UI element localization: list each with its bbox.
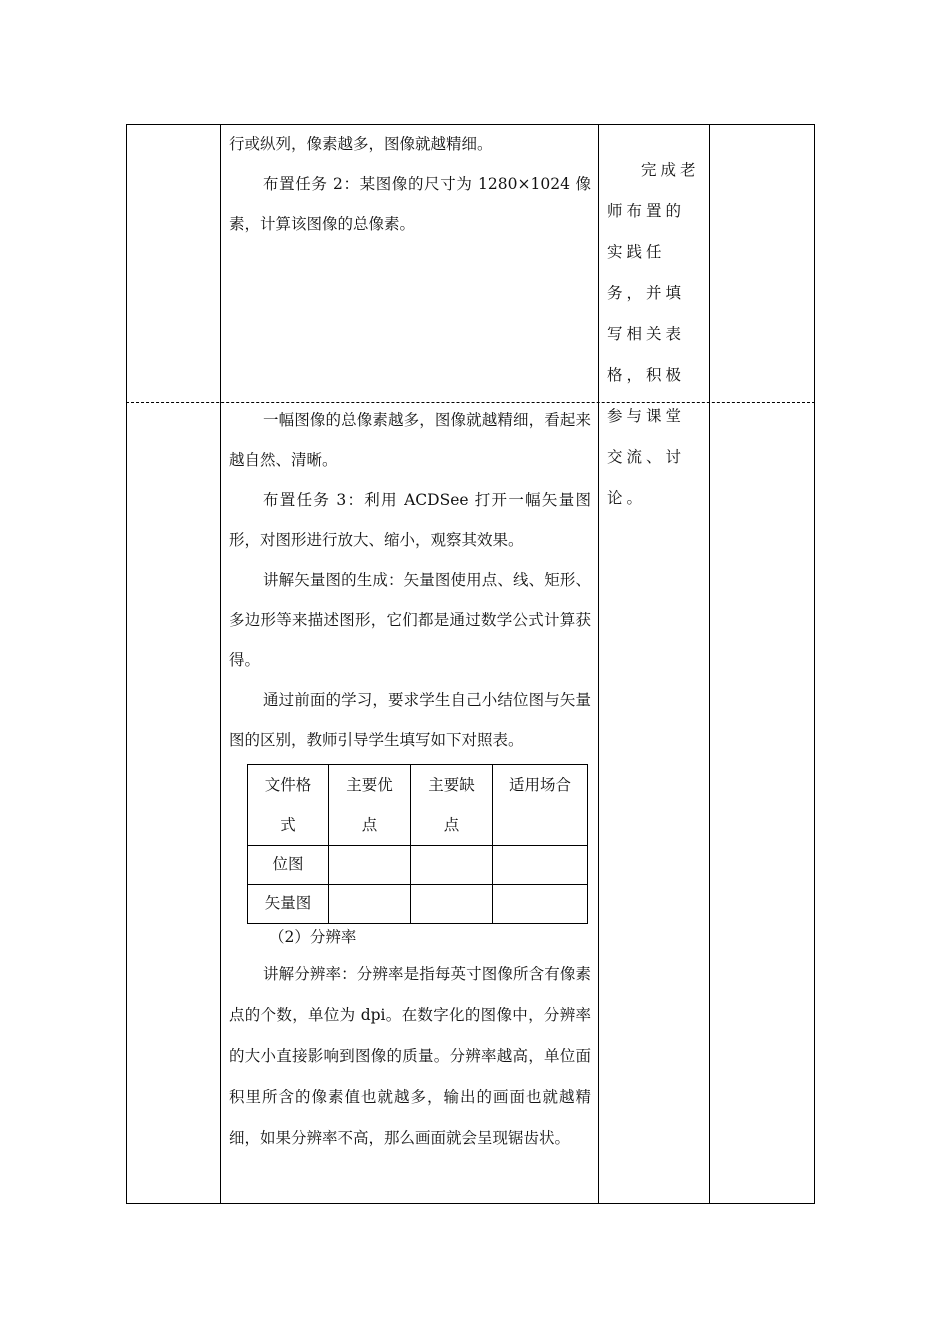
table-header-row	[248, 765, 588, 846]
paragraph: 布置任务 2：某图像的尺寸为 1280×1024 像素，计算该图像的总像素。	[229, 175, 591, 233]
column-divider	[598, 124, 599, 1204]
table-cell	[493, 885, 588, 924]
teacher-activity-top	[229, 124, 591, 244]
table-header-cell: 主要优点	[329, 765, 411, 846]
table-header-cell: 主要缺点	[411, 765, 493, 846]
table-cell: 位图	[248, 846, 329, 885]
table-cell	[411, 846, 493, 885]
student-activity-text: 完成老师布置的实践任务，并填写相关表格，积极参与课堂交流、讨论。	[607, 161, 700, 507]
section-subheading: （2）分辨率	[269, 928, 357, 946]
comparison-table	[247, 764, 588, 924]
student-activity	[607, 150, 703, 519]
paragraph: 行或纵列，像素越多，图像就越精细。	[229, 135, 493, 153]
table-cell: 矢量图	[248, 885, 329, 924]
column-divider	[709, 124, 710, 1204]
table-row	[248, 885, 588, 924]
paragraph: 布置任务 3：利用 ACDSee 打开一幅矢量图形，对图形进行放大、缩小，观察其效果。	[229, 491, 591, 549]
resolution-section	[229, 922, 591, 1159]
paragraph: 讲解分辨率：分辨率是指每英寸图像所含有像素点的个数，单位为 dpi。在数字化的图像中，分辨率的大小直接影响到图像的质量。分辨率越高，单位面积里所含的像素值也就越多，输出的画面也就越精细，如果分辨率不高，那么画面就会呈现锯齿状。	[229, 965, 591, 1147]
paragraph: 通过前面的学习，要求学生自己小结位图与矢量图的区别，教师引导学生填写如下对照表。	[229, 691, 591, 749]
table-row	[248, 846, 588, 885]
table-cell	[329, 846, 411, 885]
table-header-cell: 适用场合	[493, 765, 588, 846]
paragraph: 一幅图像的总像素越多，图像就越精细，看起来越自然、清晰。	[229, 411, 591, 469]
table-header-cell: 文件格式	[248, 765, 329, 846]
teacher-activity-bottom	[229, 400, 591, 760]
paragraph: 讲解矢量图的生成：矢量图使用点、线、矩形、多边形等来描述图形，它们都是通过数学公式计算获得。	[229, 571, 591, 669]
column-divider	[220, 124, 221, 1204]
table-cell	[329, 885, 411, 924]
table-cell	[411, 885, 493, 924]
table-cell	[493, 846, 588, 885]
